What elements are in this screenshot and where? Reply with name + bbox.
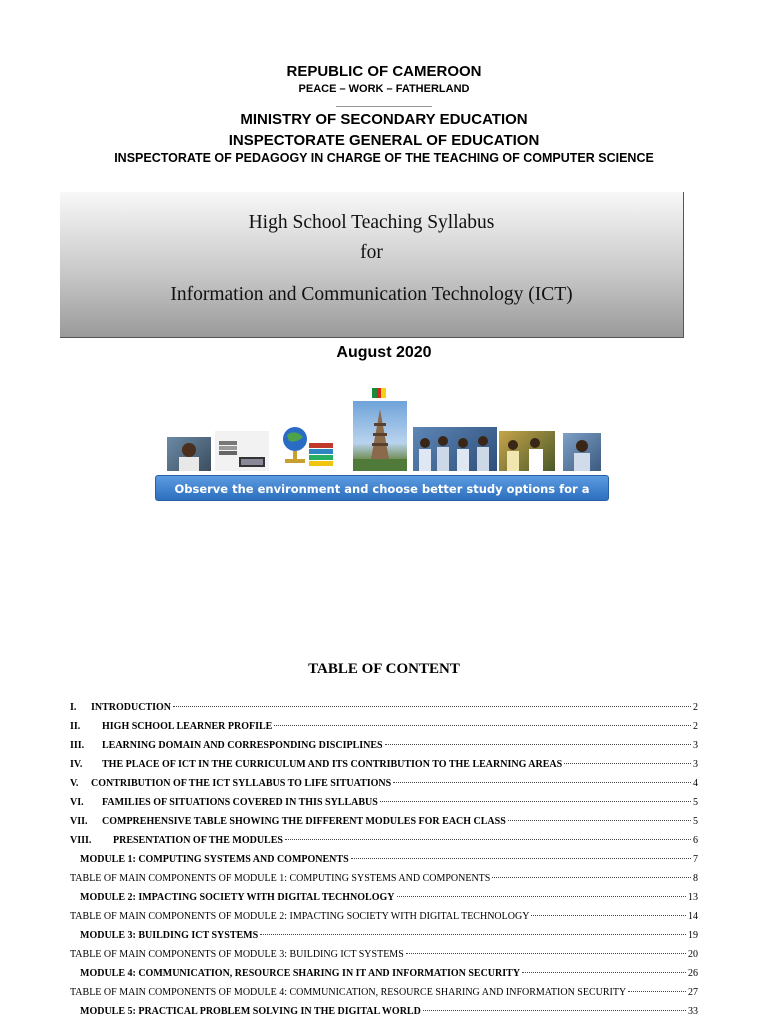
toc-leader-dots [423,1010,686,1011]
toc-entry-page: 5 [693,797,698,808]
toc-entry-title: TABLE OF MAIN COMPONENTS OF MODULE 3: BUILDING ICT SYSTEMS [70,949,404,960]
country-heading: REPUBLIC OF CAMEROON [286,63,482,80]
toc-entry[interactable] [70,717,698,736]
toc-entry-title: PRESENTATION OF THE MODULES [113,835,283,846]
syllabus-title-box [60,192,684,338]
toc-leader-dots [406,953,686,954]
toc-entry[interactable] [70,964,698,983]
toc-entry-title: THE PLACE OF ICT IN THE CURRICULUM AND ITS CONTRIBUTION TO THE LEARNING AREAS [102,759,563,770]
toc-entry[interactable] [70,850,698,869]
toc-leader-dots [393,782,691,783]
toc-entry-title: LEARNING DOMAIN AND CORRESPONDING DISCIPLINES [102,740,383,751]
toc-leader-dots [351,858,691,859]
classroom-photo-2 [499,431,555,471]
header-divider [336,106,432,107]
toc-leader-dots [522,972,686,973]
toc-entry-number: V. [70,778,79,789]
toc-leader-dots [564,763,691,764]
toc-leader-dots [285,839,691,840]
toc-entry-title: INTRODUCTION [91,702,172,713]
title-line-1: High School Teaching Syllabus [248,212,495,233]
toc-entry[interactable] [70,1002,698,1021]
toc-leader-dots [531,915,686,916]
toc-entry-title: COMPREHENSIVE TABLE SHOWING THE DIFFERENT MODULES FOR EACH CLASS [102,816,506,827]
toc-leader-dots [492,877,691,878]
inspectorate-general-heading: INSPECTORATE GENERAL OF EDUCATION [228,132,540,149]
table-of-contents [70,698,698,1021]
title-line-3: Information and Communication Technology (ICT) [170,284,573,305]
national-motto: PEACE – WORK – FATHERLAND [298,83,470,95]
toc-entry-title: MODULE 3: BUILDING ICT SYSTEMS [80,930,259,941]
toc-entry[interactable] [70,869,698,888]
toc-entry-title: MODULE 4: COMMUNICATION, RESOURCE SHARING IN IT AND INFORMATION SECURITY [80,968,521,979]
classroom-photo-1 [413,427,497,471]
toc-entry[interactable] [70,888,698,907]
toc-entry[interactable] [70,698,698,717]
toc-heading: TABLE OF CONTENT [308,661,460,677]
toc-entry-title: MODULE 1: COMPUTING SYSTEMS AND COMPONENTS [80,854,349,865]
toc-entry-number: I. [70,702,77,713]
toc-entry-number: VIII. [70,835,92,846]
banner-caption: Observe the environment and choose better study options for a fulfilling life [155,475,609,501]
toc-leader-dots [274,725,691,726]
toc-entry-page: 6 [693,835,698,846]
toc-entry-title: MODULE 2: IMPACTING SOCIETY WITH DIGITAL TECHNOLOGY [80,892,395,903]
toc-entry-title: TABLE OF MAIN COMPONENTS OF MODULE 1: COMPUTING SYSTEMS AND COMPONENTS [70,873,491,884]
toc-entry-page: 3 [693,759,698,770]
toc-entry-page: 27 [688,987,698,998]
toc-entry[interactable] [70,926,698,945]
toc-entry-number: VII. [70,816,88,827]
toc-entry[interactable] [70,983,698,1002]
toc-entry-page: 26 [688,968,698,979]
ministry-heading: MINISTRY OF SECONDARY EDUCATION [240,111,528,128]
toc-entry-page: 7 [693,854,698,865]
toc-entry-page: 8 [693,873,698,884]
toc-entry-number: III. [70,740,85,751]
toc-entry[interactable] [70,793,698,812]
inspectorate-pedagogy-heading: INSPECTORATE OF PEDAGOGY IN CHARGE OF THE TEACHING OF COMPUTER SCIENCE [114,151,654,165]
toc-entry-number: IV. [70,759,83,770]
toc-entry[interactable] [70,736,698,755]
publication-date: August 2020 [336,344,432,361]
toc-entry-title: TABLE OF MAIN COMPONENTS OF MODULE 4: COMMUNICATION, RESOURCE SHARING AND INFORMATION SECURITY [70,987,627,998]
toc-entry-title: TABLE OF MAIN COMPONENTS OF MODULE 2: IMPACTING SOCIETY WITH DIGITAL TECHNOLOGY [70,911,530,922]
toc-entry-title: FAMILIES OF SITUATIONS COVERED IN THIS SYLLABUS [102,797,378,808]
toc-entry[interactable] [70,907,698,926]
toc-leader-dots [260,934,686,935]
toc-entry-title: HIGH SCHOOL LEARNER PROFILE [102,721,273,732]
toc-leader-dots [628,991,686,992]
toc-entry-page: 2 [693,721,698,732]
toc-entry-page: 3 [693,740,698,751]
toc-entry-title: CONTRIBUTION OF THE ICT SYLLABUS TO LIFE SITUATIONS [91,778,392,789]
toc-entry-page: 20 [688,949,698,960]
toc-entry-number: II. [70,721,81,732]
toc-leader-dots [173,706,691,707]
toc-entry[interactable] [70,755,698,774]
toc-entry-page: 19 [688,930,698,941]
monument-photo [353,401,407,471]
toc-entry-page: 2 [693,702,698,713]
title-line-2: for [360,242,383,263]
toc-entry-title: MODULE 5: PRACTICAL PROBLEM SOLVING IN THE DIGITAL WORLD [80,1006,421,1017]
globe-books-photo [277,421,337,471]
toc-entry[interactable] [70,812,698,831]
toc-entry-page: 33 [688,1006,698,1017]
toc-entry-page: 4 [693,778,698,789]
toc-entry-page: 13 [688,892,698,903]
books-laptop-photo [215,431,269,471]
student-photo [167,437,211,471]
toc-entry[interactable] [70,945,698,964]
toc-leader-dots [380,801,691,802]
toc-entry[interactable] [70,831,698,850]
classroom-photo-3 [563,433,601,471]
banner-collage [155,386,611,522]
cameroon-flag-icon [372,388,386,398]
toc-entry-number: VI. [70,797,84,808]
toc-leader-dots [508,820,691,821]
toc-leader-dots [385,744,691,745]
toc-entry[interactable] [70,774,698,793]
toc-leader-dots [397,896,687,897]
toc-entry-page: 5 [693,816,698,827]
toc-entry-page: 14 [688,911,698,922]
